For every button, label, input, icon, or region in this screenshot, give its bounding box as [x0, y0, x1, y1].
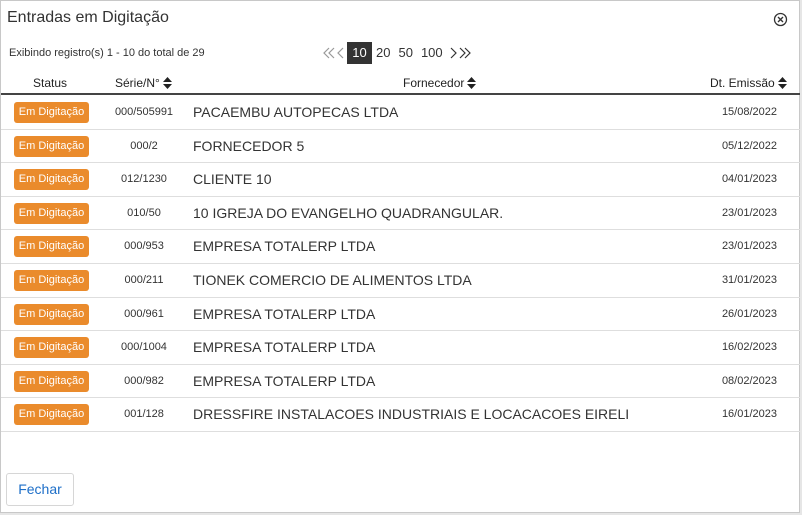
table-row[interactable] [1, 197, 801, 231]
fornecedor-cell: EMPRESA TOTALERP LTDA [193, 305, 376, 322]
fornecedor-cell: CLIENTE 10 [193, 171, 272, 188]
serie-cell: 000/2 [130, 139, 158, 152]
double-chevron-right-icon[interactable] [459, 42, 471, 64]
status-badge: Em Digitação [14, 203, 89, 224]
header-status-label: Status [33, 76, 68, 90]
page-size-100[interactable]: 100 [420, 45, 443, 60]
fornecedor-cell: 10 IGREJA DO EVANGELHO QUADRANGULAR. [193, 204, 504, 221]
emissao-cell: 16/02/2023 [721, 341, 777, 354]
serie-cell: 010/50 [127, 206, 161, 219]
serie-cell: 000/953 [124, 240, 164, 253]
serie-cell: 000/211 [124, 273, 164, 286]
sort-icon[interactable] [778, 77, 787, 89]
status-badge: Em Digitação [14, 371, 89, 392]
serie-cell: 001/128 [124, 408, 164, 421]
serie-cell: 000/505991 [114, 106, 174, 118]
table-row[interactable] [1, 96, 801, 130]
table-row[interactable] [1, 230, 801, 264]
header-fornecedor-label: Fornecedor [403, 76, 465, 90]
emissao-cell: 26/01/2023 [721, 307, 777, 320]
close-circle-icon[interactable] [773, 12, 788, 27]
emissao-cell: 04/01/2023 [721, 173, 777, 186]
table-row[interactable] [1, 264, 801, 298]
emissao-cell: 31/01/2023 [721, 273, 777, 286]
header-emissao[interactable] [710, 76, 787, 90]
fornecedor-cell: EMPRESA TOTALERP LTDA [193, 372, 376, 389]
status-badge: Em Digitação [14, 304, 89, 325]
fornecedor-cell: EMPRESA TOTALERP LTDA [193, 238, 376, 255]
fornecedor-cell: DRESSFIRE INSTALACOES INDUSTRIAIS E LOCACACOES EIRELI [193, 406, 630, 423]
header-serie-label: Série/N° [115, 76, 160, 90]
table-body [1, 96, 801, 432]
table-row[interactable] [1, 398, 801, 432]
fornecedor-cell: EMPRESA TOTALERP LTDA [193, 339, 376, 356]
emissao-cell: 08/02/2023 [721, 374, 777, 387]
table-header [1, 74, 801, 95]
fornecedor-cell: TIONEK COMERCIO DE ALIMENTOS LTDA [193, 271, 472, 288]
header-status [33, 76, 67, 90]
status-badge: Em Digitação [14, 404, 89, 425]
sort-icon[interactable] [467, 77, 476, 89]
records-info: Exibindo registro(s) 1 - 10 do total de 29 [9, 47, 205, 59]
header-fornecedor[interactable] [403, 76, 476, 90]
dialog-title: Entradas em Digitação [7, 9, 169, 26]
table-row[interactable] [1, 130, 801, 164]
status-badge: Em Digitação [14, 136, 89, 157]
header-emissao-label: Dt. Emissão [710, 76, 775, 90]
pager [323, 42, 471, 64]
page-size-20[interactable]: 20 [376, 45, 391, 60]
table-row[interactable] [1, 163, 801, 197]
table-row[interactable] [1, 298, 801, 332]
emissao-cell: 05/12/2022 [721, 139, 777, 152]
fornecedor-cell: PACAEMBU AUTOPECAS LTDA [193, 104, 399, 120]
serie-cell: 012/1230 [121, 173, 167, 186]
fornecedor-cell: FORNECEDOR 5 [193, 137, 305, 154]
sort-icon[interactable] [163, 77, 172, 89]
status-badge: Em Digitação [14, 169, 89, 190]
double-chevron-left-icon[interactable] [323, 42, 335, 64]
serie-cell: 000/1004 [121, 341, 167, 354]
emissao-cell: 16/01/2023 [721, 408, 777, 421]
status-badge: Em Digitação [14, 270, 89, 291]
chevron-right-icon[interactable] [447, 42, 459, 64]
table-row[interactable] [1, 331, 801, 365]
table-row[interactable] [1, 365, 801, 399]
status-badge: Em Digitação [14, 337, 89, 358]
emissao-cell: 15/08/2022 [721, 106, 777, 118]
fechar-button[interactable]: Fechar [6, 473, 74, 506]
chevron-left-icon[interactable] [335, 42, 347, 64]
emissao-cell: 23/01/2023 [721, 240, 777, 253]
status-badge: Em Digitação [14, 236, 89, 257]
emissao-cell: 23/01/2023 [721, 206, 777, 219]
header-serie[interactable] [115, 76, 172, 90]
page-size-10[interactable]: 10 [347, 42, 372, 64]
serie-cell: 000/982 [124, 374, 164, 387]
page-size-50[interactable]: 50 [398, 45, 413, 60]
status-badge: Em Digitação [14, 102, 89, 123]
serie-cell: 000/961 [124, 307, 164, 320]
